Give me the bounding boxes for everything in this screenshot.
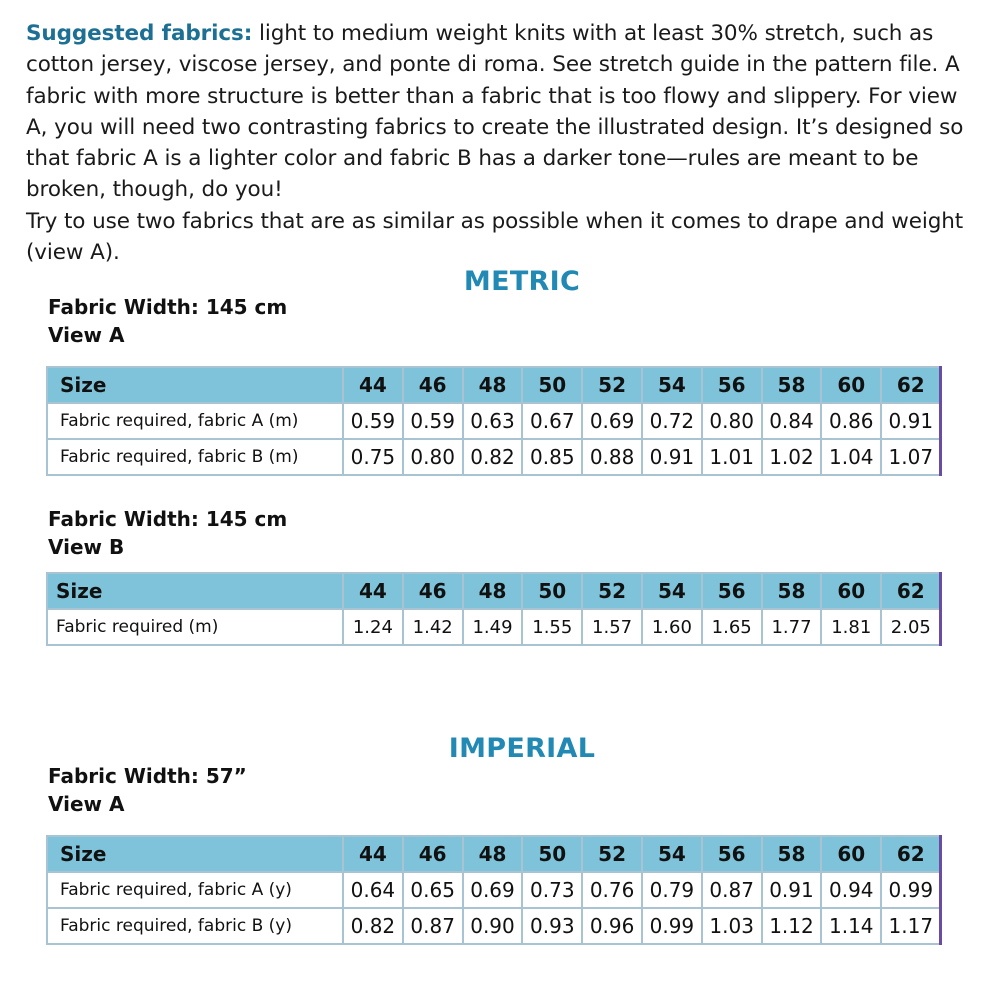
value-cell: 0.65	[403, 872, 463, 908]
size-header-58: 58	[762, 573, 822, 609]
size-header-50: 50	[522, 367, 582, 403]
intro-paragraph	[26, 18, 976, 206]
imperial-view-a-table	[46, 835, 942, 945]
table-row	[47, 908, 941, 944]
metric-title: METRIC	[463, 266, 581, 297]
size-header-56: 56	[702, 367, 762, 403]
value-cell: 0.80	[403, 439, 463, 475]
value-cell: 0.76	[582, 872, 642, 908]
value-cell: 0.75	[343, 439, 403, 475]
value-cell: 0.87	[403, 908, 463, 944]
size-header-44: 44	[343, 573, 403, 609]
value-cell: 0.85	[522, 439, 582, 475]
size-header-cell: Size	[47, 573, 343, 609]
value-cell: 0.82	[343, 908, 403, 944]
row-label-cell: Fabric required, fabric B (m)	[47, 439, 343, 475]
value-cell: 1.02	[762, 439, 822, 475]
size-header-52: 52	[582, 367, 642, 403]
size-header-54: 54	[642, 573, 702, 609]
value-cell: 1.60	[642, 609, 702, 645]
value-cell: 0.59	[403, 403, 463, 439]
metric-view-b-width: Fabric Width: 145 cm	[48, 507, 288, 531]
size-header-62: 62	[881, 573, 941, 609]
size-header-46: 46	[403, 367, 463, 403]
value-cell: 0.91	[762, 872, 822, 908]
value-cell: 0.79	[642, 872, 702, 908]
value-cell: 1.07	[881, 439, 941, 475]
table-row	[47, 872, 941, 908]
size-header-50: 50	[522, 836, 582, 872]
table-row	[47, 403, 941, 439]
value-cell: 1.24	[343, 609, 403, 645]
value-cell: 1.01	[702, 439, 762, 475]
value-cell: 0.69	[463, 872, 523, 908]
metric-view-b-table	[46, 572, 942, 646]
value-cell: 1.77	[762, 609, 822, 645]
value-cell: 0.84	[762, 403, 822, 439]
value-cell: 0.69	[582, 403, 642, 439]
value-cell: 1.65	[702, 609, 762, 645]
size-header-46: 46	[403, 573, 463, 609]
size-header-60: 60	[821, 836, 881, 872]
row-label-cell: Fabric required (m)	[47, 609, 343, 645]
metric-view-a-label: View A	[48, 323, 125, 347]
row-label-cell: Fabric required, fabric A (y)	[47, 872, 343, 908]
value-cell: 1.14	[821, 908, 881, 944]
size-header-58: 58	[762, 836, 822, 872]
size-header-48: 48	[463, 367, 523, 403]
value-cell: 1.17	[881, 908, 941, 944]
suggested-fabrics-body: light to medium weight knits with at least 30% stretch, such as cotton jersey, viscose jersey, and ponte di roma. See stretch guide in the pattern file. A fabric with more structure is better than a fabric that is too flowy and slippery. For view A, you will need two contrasting fabrics to create the illustrated design. It’s designed so that fabric A is a lighter color and fabric B has a darker tone—rules are meant to be broken, though, do you!	[26, 21, 964, 203]
value-cell: 0.94	[821, 872, 881, 908]
size-header-58: 58	[762, 367, 822, 403]
metric-view-a-width: Fabric Width: 145 cm	[48, 295, 288, 319]
size-header-62: 62	[881, 367, 941, 403]
value-cell: 0.88	[582, 439, 642, 475]
value-cell: 0.91	[642, 439, 702, 475]
value-cell: 0.99	[642, 908, 702, 944]
value-cell: 0.64	[343, 872, 403, 908]
size-header-62: 62	[881, 836, 941, 872]
size-header-56: 56	[702, 573, 762, 609]
table-header-row	[47, 367, 941, 403]
imperial-title: IMPERIAL	[448, 733, 596, 764]
size-header-60: 60	[821, 367, 881, 403]
value-cell: 0.82	[463, 439, 523, 475]
size-header-52: 52	[582, 573, 642, 609]
size-header-44: 44	[343, 836, 403, 872]
row-label-cell: Fabric required, fabric A (m)	[47, 403, 343, 439]
size-header-54: 54	[642, 836, 702, 872]
value-cell: 0.86	[821, 403, 881, 439]
value-cell: 0.93	[522, 908, 582, 944]
table-header-row	[47, 573, 941, 609]
value-cell: 0.72	[642, 403, 702, 439]
value-cell: 0.91	[881, 403, 941, 439]
value-cell: 1.04	[821, 439, 881, 475]
value-cell: 0.87	[702, 872, 762, 908]
value-cell: 1.42	[403, 609, 463, 645]
size-header-52: 52	[582, 836, 642, 872]
size-header-56: 56	[702, 836, 762, 872]
size-header-46: 46	[403, 836, 463, 872]
value-cell: 1.12	[762, 908, 822, 944]
size-header-48: 48	[463, 836, 523, 872]
intro-text	[26, 18, 976, 268]
size-header-48: 48	[463, 573, 523, 609]
table-row	[47, 439, 941, 475]
size-header-cell: Size	[47, 836, 343, 872]
intro-note: Try to use two fabrics that are as similar as possible when it comes to drape and weight (view A).	[26, 208, 964, 266]
value-cell: 0.80	[702, 403, 762, 439]
size-header-50: 50	[522, 573, 582, 609]
value-cell: 0.73	[522, 872, 582, 908]
row-label-cell: Fabric required, fabric B (y)	[47, 908, 343, 944]
value-cell: 0.99	[881, 872, 941, 908]
table-header-row	[47, 836, 941, 872]
value-cell: 0.90	[463, 908, 523, 944]
imperial-view-a-label: View A	[48, 792, 125, 816]
metric-view-a-table	[46, 366, 942, 476]
imperial-view-a-width: Fabric Width: 57”	[48, 764, 247, 788]
value-cell: 1.57	[582, 609, 642, 645]
size-header-54: 54	[642, 367, 702, 403]
value-cell: 1.81	[821, 609, 881, 645]
value-cell: 1.03	[702, 908, 762, 944]
suggested-fabrics-heading: Suggested fabrics:	[26, 21, 253, 46]
value-cell: 0.63	[463, 403, 523, 439]
metric-view-b-label: View B	[48, 535, 125, 559]
value-cell: 1.55	[522, 609, 582, 645]
size-header-cell: Size	[47, 367, 343, 403]
size-header-44: 44	[343, 367, 403, 403]
table-row	[47, 609, 941, 645]
size-header-60: 60	[821, 573, 881, 609]
value-cell: 0.67	[522, 403, 582, 439]
value-cell: 2.05	[881, 609, 941, 645]
value-cell: 0.96	[582, 908, 642, 944]
value-cell: 0.59	[343, 403, 403, 439]
value-cell: 1.49	[463, 609, 523, 645]
